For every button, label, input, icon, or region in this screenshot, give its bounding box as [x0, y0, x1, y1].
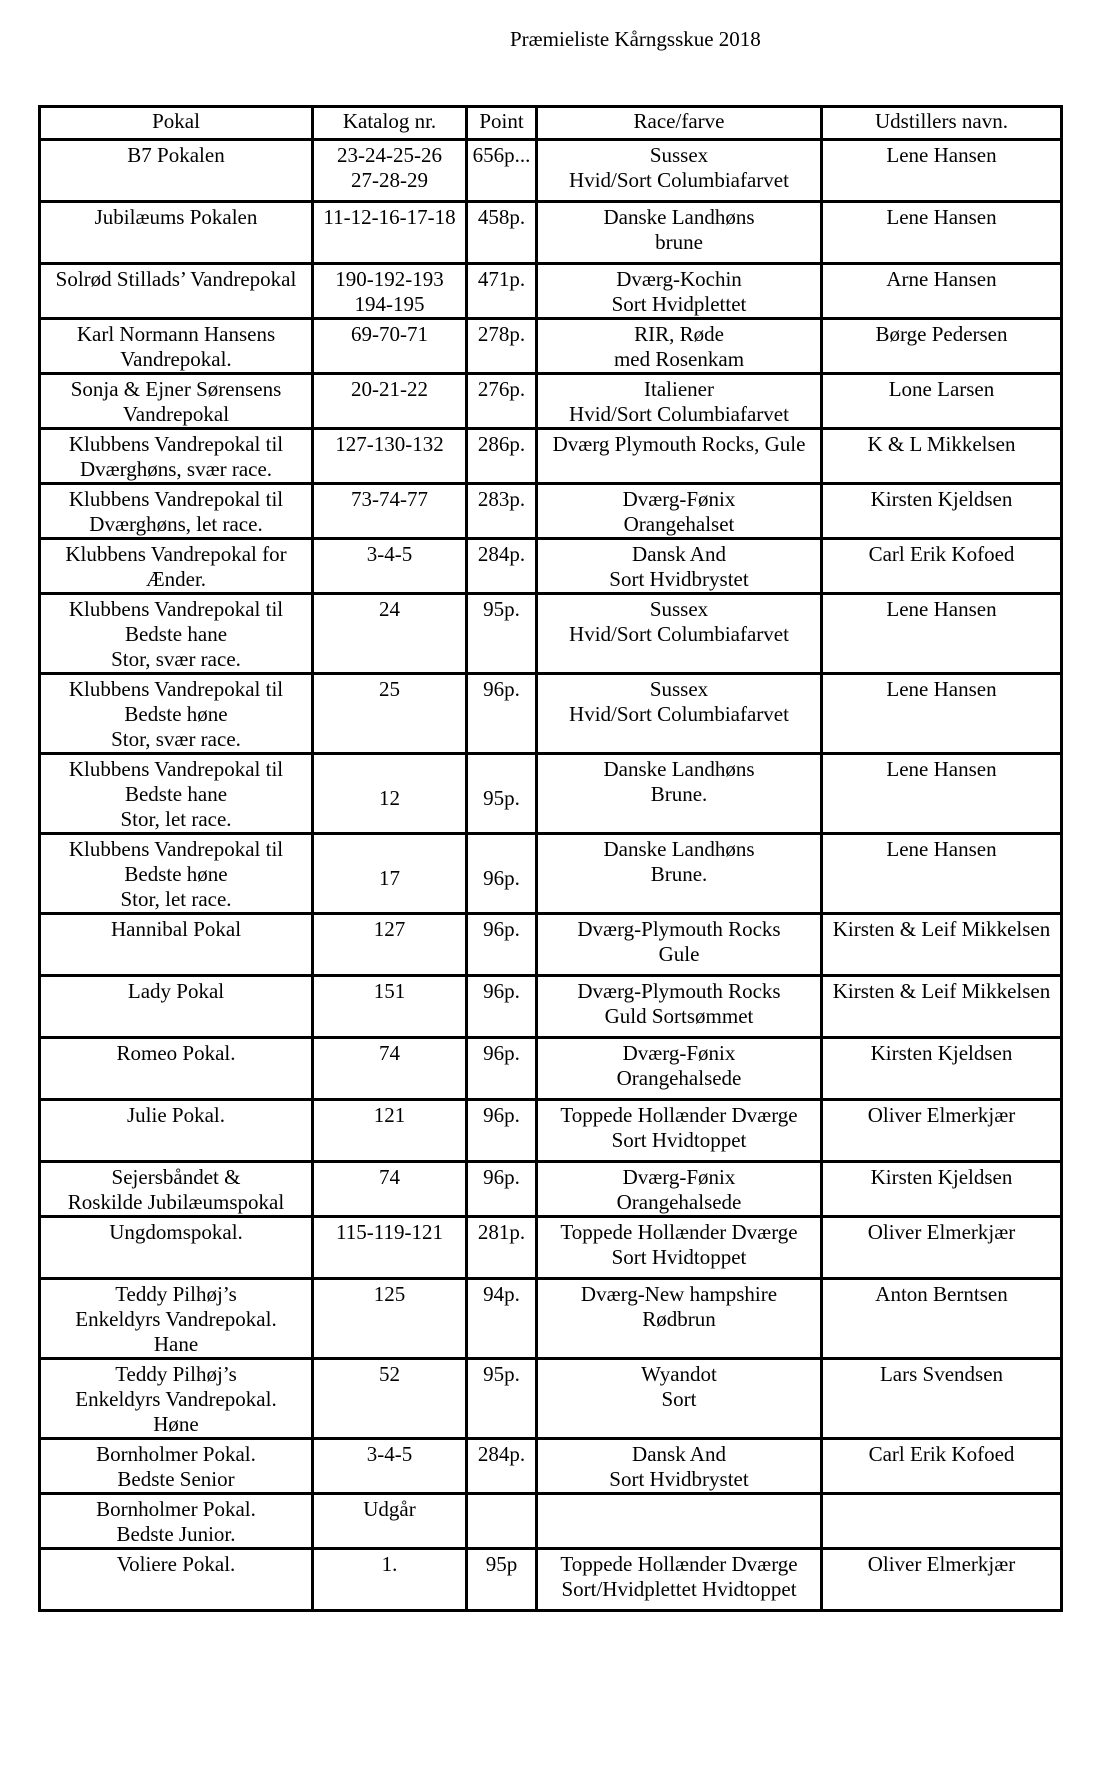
cell-point: 278p.	[467, 319, 537, 374]
cell-udstiller: Carl Erik Kofoed	[822, 539, 1062, 594]
cell-pokal: Teddy Pilhøj’s Enkeldyrs Vandrepokal. Høne	[40, 1359, 313, 1439]
cell-race: Dværg Plymouth Rocks, Gule	[537, 429, 822, 484]
cell-pokal: Bornholmer Pokal. Bedste Junior.	[40, 1494, 313, 1549]
cell-pokal: Jubilæums Pokalen	[40, 202, 313, 264]
cell-race: Dværg-Kochin Sort Hvidplettet	[537, 264, 822, 319]
cell-pokal: Voliere Pokal.	[40, 1549, 313, 1611]
cell-pokal: Solrød Stillads’ Vandrepokal	[40, 264, 313, 319]
cell-point: 96p.	[467, 1038, 537, 1100]
cell-katalog: Udgår	[313, 1494, 467, 1549]
table-row	[40, 1279, 1062, 1359]
cell-point: 96p.	[467, 834, 537, 914]
cell-pokal: Ungdomspokal.	[40, 1217, 313, 1279]
cell-udstiller: Carl Erik Kofoed	[822, 1439, 1062, 1494]
cell-pokal: Klubbens Vandrepokal til Bedste hane Stor, let race.	[40, 754, 313, 834]
header-point: Point	[467, 107, 537, 140]
cell-katalog: 17	[313, 834, 467, 914]
cell-katalog: 69-70-71	[313, 319, 467, 374]
cell-pokal: Romeo Pokal.	[40, 1038, 313, 1100]
cell-race: Sussex Hvid/Sort Columbiafarvet	[537, 594, 822, 674]
cell-katalog: 115-119-121	[313, 1217, 467, 1279]
table-row	[40, 1359, 1062, 1439]
cell-pokal: Klubbens Vandrepokal til Dværghøns, let race.	[40, 484, 313, 539]
cell-katalog: 121	[313, 1100, 467, 1162]
cell-katalog: 25	[313, 674, 467, 754]
table-row	[40, 374, 1062, 429]
cell-pokal: Klubbens Vandrepokal for Ænder.	[40, 539, 313, 594]
cell-point: 286p.	[467, 429, 537, 484]
cell-point	[467, 1494, 537, 1549]
cell-udstiller: Børge Pedersen	[822, 319, 1062, 374]
table-row	[40, 914, 1062, 976]
cell-point: 276p.	[467, 374, 537, 429]
table-row	[40, 484, 1062, 539]
cell-pokal: Karl Normann Hansens Vandrepokal.	[40, 319, 313, 374]
table-row	[40, 1162, 1062, 1217]
cell-katalog: 3-4-5	[313, 539, 467, 594]
cell-point: 656p...	[467, 140, 537, 202]
cell-katalog: 52	[313, 1359, 467, 1439]
cell-point: 95p.	[467, 594, 537, 674]
table-row	[40, 264, 1062, 319]
table-row	[40, 674, 1062, 754]
document-title: Præmieliste Kårngsskue 2018	[510, 27, 761, 51]
header-race: Race/farve	[537, 107, 822, 140]
cell-pokal: Hannibal Pokal	[40, 914, 313, 976]
header-udstiller: Udstillers navn.	[822, 107, 1062, 140]
table-row	[40, 1494, 1062, 1549]
cell-race: Wyandot Sort	[537, 1359, 822, 1439]
cell-udstiller: Kirsten Kjeldsen	[822, 1038, 1062, 1100]
table-row	[40, 834, 1062, 914]
cell-point: 94p.	[467, 1279, 537, 1359]
cell-point: 95p.	[467, 1359, 537, 1439]
cell-udstiller: Kirsten & Leif Mikkelsen	[822, 914, 1062, 976]
table-row	[40, 319, 1062, 374]
table-row	[40, 1217, 1062, 1279]
cell-udstiller: Lene Hansen	[822, 594, 1062, 674]
cell-race: Sussex Hvid/Sort Columbiafarvet	[537, 674, 822, 754]
cell-udstiller	[822, 1494, 1062, 1549]
cell-race: Dværg-Fønix Orangehalsede	[537, 1038, 822, 1100]
cell-katalog: 74	[313, 1162, 467, 1217]
cell-race	[537, 1494, 822, 1549]
cell-udstiller: Lene Hansen	[822, 202, 1062, 264]
cell-pokal: Teddy Pilhøj’s Enkeldyrs Vandrepokal. Hane	[40, 1279, 313, 1359]
cell-race: Danske Landhøns brune	[537, 202, 822, 264]
table-row	[40, 1038, 1062, 1100]
prize-table	[38, 105, 1063, 1612]
table-row	[40, 754, 1062, 834]
cell-point: 471p.	[467, 264, 537, 319]
cell-race: Toppede Hollænder Dværge Sort/Hvidplettet Hvidtoppet	[537, 1549, 822, 1611]
cell-udstiller: Lene Hansen	[822, 140, 1062, 202]
table-row	[40, 1439, 1062, 1494]
cell-point: 96p.	[467, 976, 537, 1038]
cell-udstiller: K & L Mikkelsen	[822, 429, 1062, 484]
table-row	[40, 1549, 1062, 1611]
cell-udstiller: Anton Berntsen	[822, 1279, 1062, 1359]
cell-point: 95p	[467, 1549, 537, 1611]
cell-udstiller: Arne Hansen	[822, 264, 1062, 319]
cell-pokal: Lady Pokal	[40, 976, 313, 1038]
cell-point: 458p.	[467, 202, 537, 264]
table-row	[40, 594, 1062, 674]
cell-udstiller: Lene Hansen	[822, 754, 1062, 834]
cell-pokal: Klubbens Vandrepokal til Dværghøns, svær race.	[40, 429, 313, 484]
cell-katalog: 11-12-16-17-18	[313, 202, 467, 264]
cell-race: Italiener Hvid/Sort Columbiafarvet	[537, 374, 822, 429]
cell-katalog: 12	[313, 754, 467, 834]
table-row	[40, 202, 1062, 264]
cell-race: Dværg-Fønix Orangehalsede	[537, 1162, 822, 1217]
cell-pokal: Klubbens Vandrepokal til Bedste hane Stor, svær race.	[40, 594, 313, 674]
cell-point: 283p.	[467, 484, 537, 539]
cell-point: 284p.	[467, 539, 537, 594]
cell-pokal: Sonja & Ejner Sørensens Vandrepokal	[40, 374, 313, 429]
cell-katalog: 127	[313, 914, 467, 976]
cell-pokal: Julie Pokal.	[40, 1100, 313, 1162]
header-pokal: Pokal	[40, 107, 313, 140]
table-body	[40, 140, 1062, 1611]
cell-race: RIR, Røde med Rosenkam	[537, 319, 822, 374]
cell-race: Danske Landhøns Brune.	[537, 834, 822, 914]
cell-udstiller: Lone Larsen	[822, 374, 1062, 429]
cell-race: Sussex Hvid/Sort Columbiafarvet	[537, 140, 822, 202]
cell-udstiller: Kirsten Kjeldsen	[822, 484, 1062, 539]
cell-pokal: Bornholmer Pokal. Bedste Senior	[40, 1439, 313, 1494]
table-header-row	[40, 107, 1062, 140]
cell-katalog: 190-192-193 194-195	[313, 264, 467, 319]
cell-udstiller: Kirsten & Leif Mikkelsen	[822, 976, 1062, 1038]
cell-point: 96p.	[467, 674, 537, 754]
cell-katalog: 125	[313, 1279, 467, 1359]
cell-point: 96p.	[467, 914, 537, 976]
cell-race: Dværg-Plymouth Rocks Guld Sortsømmet	[537, 976, 822, 1038]
cell-race: Danske Landhøns Brune.	[537, 754, 822, 834]
cell-katalog: 20-21-22	[313, 374, 467, 429]
cell-katalog: 73-74-77	[313, 484, 467, 539]
cell-point: 284p.	[467, 1439, 537, 1494]
cell-katalog: 3-4-5	[313, 1439, 467, 1494]
cell-katalog: 151	[313, 976, 467, 1038]
cell-udstiller: Kirsten Kjeldsen	[822, 1162, 1062, 1217]
cell-katalog: 24	[313, 594, 467, 674]
cell-race: Dansk And Sort Hvidbrystet	[537, 539, 822, 594]
cell-point: 96p.	[467, 1162, 537, 1217]
cell-point: 96p.	[467, 1100, 537, 1162]
cell-katalog: 1.	[313, 1549, 467, 1611]
cell-point: 281p.	[467, 1217, 537, 1279]
table-row	[40, 1100, 1062, 1162]
cell-katalog: 127-130-132	[313, 429, 467, 484]
cell-race: Dværg-Plymouth Rocks Gule	[537, 914, 822, 976]
cell-race: Dansk And Sort Hvidbrystet	[537, 1439, 822, 1494]
cell-pokal: Klubbens Vandrepokal til Bedste høne Stor, let race.	[40, 834, 313, 914]
header-katalog: Katalog nr.	[313, 107, 467, 140]
table-row	[40, 429, 1062, 484]
table-row	[40, 976, 1062, 1038]
table-row	[40, 140, 1062, 202]
cell-race: Toppede Hollænder Dværge Sort Hvidtoppet	[537, 1217, 822, 1279]
cell-race: Toppede Hollænder Dværge Sort Hvidtoppet	[537, 1100, 822, 1162]
cell-race: Dværg-New hampshire Rødbrun	[537, 1279, 822, 1359]
cell-udstiller: Oliver Elmerkjær	[822, 1549, 1062, 1611]
cell-udstiller: Oliver Elmerkjær	[822, 1217, 1062, 1279]
cell-udstiller: Lene Hansen	[822, 834, 1062, 914]
cell-udstiller: Lene Hansen	[822, 674, 1062, 754]
cell-katalog: 23-24-25-26 27-28-29	[313, 140, 467, 202]
cell-pokal: B7 Pokalen	[40, 140, 313, 202]
cell-race: Dværg-Fønix Orangehalset	[537, 484, 822, 539]
cell-udstiller: Lars Svendsen	[822, 1359, 1062, 1439]
table-row	[40, 539, 1062, 594]
cell-point: 95p.	[467, 754, 537, 834]
cell-katalog: 74	[313, 1038, 467, 1100]
cell-pokal: Klubbens Vandrepokal til Bedste høne Stor, svær race.	[40, 674, 313, 754]
cell-pokal: Sejersbåndet & Roskilde Jubilæumspokal	[40, 1162, 313, 1217]
cell-udstiller: Oliver Elmerkjær	[822, 1100, 1062, 1162]
